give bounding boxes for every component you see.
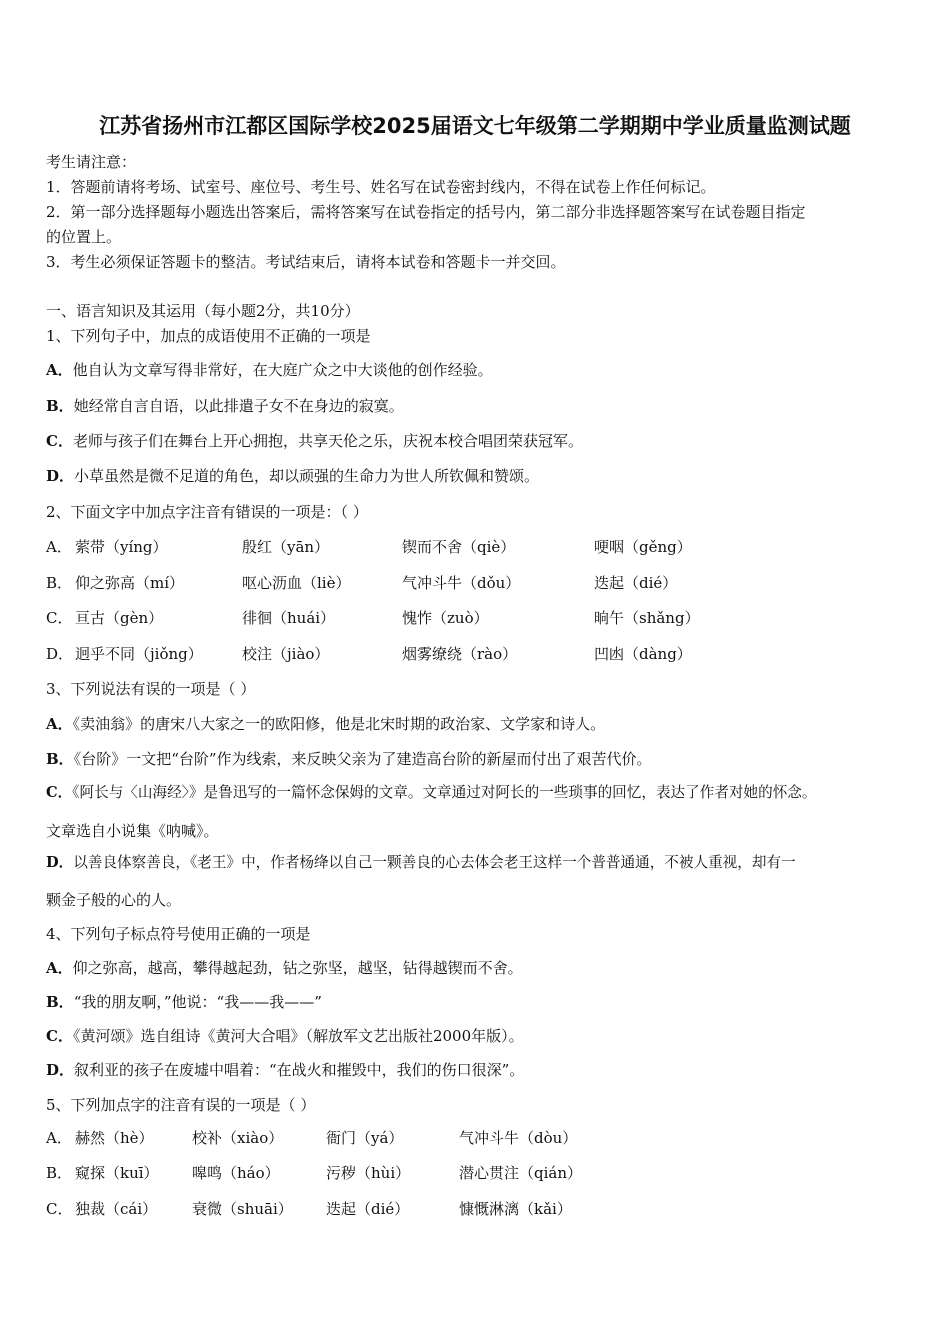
q1-option-d: [46, 466, 539, 486]
option-label: D．: [46, 645, 74, 663]
option-cell: 衰微（shuāi）: [192, 1200, 293, 1218]
option-label: A．: [46, 715, 73, 733]
option-cell: 赫然（hè）: [75, 1129, 154, 1147]
option-label: D．: [46, 854, 74, 871]
q3-option-a: [46, 714, 605, 734]
option-cell: 烟雾缭绕（rào）: [402, 645, 518, 663]
option-text: 他自认为文章写得非常好，在大庭广众之中大谈他的创作经验。: [72, 361, 493, 379]
option-cell: 晌午（shǎng）: [594, 609, 700, 627]
option-text: “我的朋友啊，”他说：“我——我——”: [73, 993, 322, 1011]
question-4-stem: 4、下列句子标点符号使用正确的一项是: [46, 925, 311, 943]
option-label: C．: [46, 784, 73, 801]
option-cell: 迭起（dié）: [594, 574, 678, 592]
option-text: 仰之弥高，越高，攀得越起劲，钻之弥坚，越坚，钻得越锲而不舍。: [72, 959, 523, 977]
option-cell: 气冲斗牛（dòu）: [459, 1129, 578, 1147]
page-title: 江苏省扬州市江都区国际学校2025届语文七年级第二学期期中学业质量监测试题: [99, 114, 851, 138]
option-label: A．: [46, 1129, 72, 1147]
q1-option-c: [46, 431, 583, 451]
option-label: A．: [46, 361, 73, 379]
option-cell: 独裁（cái）: [75, 1200, 158, 1218]
q3-option-b: [46, 749, 652, 769]
option-cell: 嗥鸣（háo）: [192, 1164, 280, 1182]
option-label: C．: [46, 1027, 73, 1045]
option-cell: 仰之弥高（mí）: [75, 574, 185, 592]
option-text: 《卖油翁》的唐宋八大家之一的欧阳修，他是北宋时期的政治家、文学家和诗人。: [72, 715, 606, 733]
option-cell: 窥探（kuī）: [75, 1164, 159, 1182]
option-cell: 亘古（gèn）: [75, 609, 164, 627]
option-label: B．: [46, 1164, 73, 1182]
notice-item-1: 1．答题前请将考场、试室号、座位号、考生号、姓名写在试卷密封线内，不得在试卷上作任何标记。: [46, 178, 716, 196]
option-label: C．: [46, 609, 73, 627]
option-cell: 衙门（yá）: [326, 1129, 404, 1147]
option-cell: 锲而不舍（qiè）: [402, 538, 516, 556]
option-cell: 校注（jiào）: [242, 645, 330, 663]
question-1-stem: 1、下列句子中，加点的成语使用不正确的一项是: [46, 327, 371, 345]
option-text: 《阿长与〈山海经〉》是鲁迅写的一篇怀念保姆的文章。文章通过对阿长的一些琐事的回忆，表达了作者对她的怀念。: [72, 784, 817, 801]
option-text: 小草虽然是微不足道的角色，却以顽强的生命力为世人所钦佩和赞颂。: [74, 467, 540, 485]
notice-heading: 考生请注意：: [46, 153, 137, 171]
option-text: 文章选自小说集《呐喊》。: [46, 822, 219, 840]
option-cell: 校补（xiào）: [192, 1129, 284, 1147]
option-text: 老师与孩子们在舞台上开心拥抱，共享天伦之乐，庆祝本校合唱团荣获冠军。: [72, 432, 583, 450]
option-cell: 徘徊（huái）: [242, 609, 336, 627]
option-label: D．: [46, 467, 75, 485]
section-heading: 一、语言知识及其运用（每小题2分，共10分）: [46, 302, 360, 320]
option-label: A．: [46, 538, 72, 556]
option-label: B．: [46, 750, 74, 768]
option-text: 她经常自言自语，以此排遣子女不在身边的寂寞。: [73, 397, 404, 415]
notice-item-2: 2．第一部分选择题每小题选出答案后，需将答案写在试卷指定的括号内，第二部分非选择题答案写在试卷题目指定: [46, 203, 806, 221]
option-label: C．: [46, 1200, 73, 1218]
question-5-stem: 5、下列加点字的注音有误的一项是（ ）: [46, 1096, 316, 1114]
option-text: 《黄河颂》选自组诗《黄河大合唱》（解放军文艺出版社2000年版）。: [72, 1027, 524, 1045]
option-cell: 凹凼（dàng）: [594, 645, 692, 663]
option-cell: 呕心沥血（liè）: [242, 574, 351, 592]
option-cell: 气冲斗牛（dǒu）: [402, 574, 521, 592]
option-cell: 哽咽（gěng）: [594, 538, 692, 556]
q3-option-c: [46, 783, 817, 803]
option-cell: 萦带（yíng）: [75, 538, 168, 556]
question-3-stem: 3、下列说法有误的一项是（ ）: [46, 680, 256, 698]
option-label: A．: [46, 959, 73, 977]
option-label: D．: [46, 1061, 75, 1079]
option-cell: 殷红（yān）: [242, 538, 330, 556]
q1-option-a: [46, 360, 493, 380]
option-cell: 迥乎不同（jiǒng）: [75, 645, 203, 663]
question-2-stem: 2、下面文字中加点字注音有错误的一项是：（ ）: [46, 503, 368, 521]
option-cell: 慷慨淋漓（kǎi）: [459, 1200, 572, 1218]
q3-option-d: [46, 853, 796, 873]
option-text: 以善良体察善良，《老王》中，作者杨绛以自己一颗善良的心去体会老王这样一个普普通通，不被人重视，却有一: [73, 854, 796, 871]
option-cell: 潜心贯注（qián）: [459, 1164, 583, 1182]
option-label: B．: [46, 397, 74, 415]
q4-option-a: [46, 958, 523, 978]
option-text: 《台阶》一文把“台阶”作为线索，来反映父亲为了建造高台阶的新屋而付出了艰苦代价。: [73, 750, 652, 768]
q1-option-b: [46, 396, 404, 416]
option-label: C．: [46, 432, 73, 450]
option-cell: 迭起（dié）: [326, 1200, 410, 1218]
q3-option-d-cont: [46, 890, 181, 910]
option-cell: 污秽（hùi）: [326, 1164, 411, 1182]
q4-option-d: [46, 1060, 524, 1080]
option-cell: 愧怍（zuò）: [402, 609, 489, 627]
q4-option-b: [46, 992, 322, 1012]
notice-item-2-cont: 的位置上。: [46, 228, 122, 246]
option-text: 叙利亚的孩子在废墟中唱着：“在战火和摧毁中，我们的伤口很深”。: [74, 1061, 525, 1079]
option-label: B．: [46, 574, 73, 592]
q3-option-c-cont: [46, 821, 219, 841]
option-label: B．: [46, 993, 74, 1011]
q4-option-c: [46, 1026, 524, 1046]
option-text: 颗金子般的心的人。: [46, 891, 182, 909]
notice-item-3: 3．考生必须保证答题卡的整洁。考试结束后，请将本试卷和答题卡一并交回。: [46, 253, 566, 271]
